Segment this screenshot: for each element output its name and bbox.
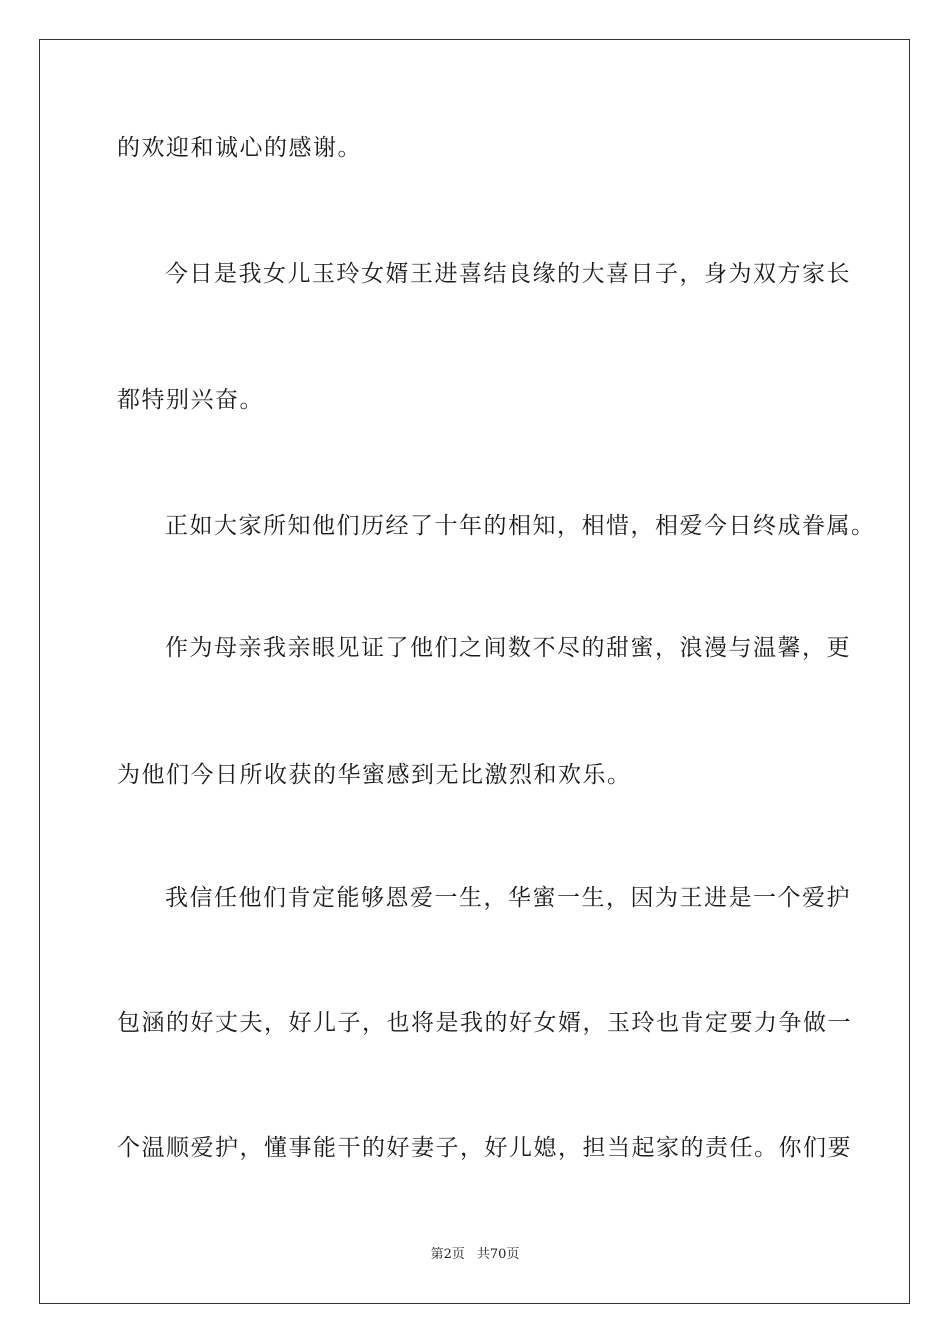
text-line: 包涵的好丈夫，好儿子，也将是我的好女婿，玉玲也肯定要力争做一 [117,1010,852,1036]
text-line: 都特别兴奋。 [117,387,264,413]
text-line: 为他们今日所收获的华蜜感到无比激烈和欢乐。 [117,762,632,788]
text-line: 的欢迎和诚心的感谢。 [117,135,362,161]
text-line: 正如大家所知他们历经了十年的相知，相惜，相爱今日终成眷属。 [165,513,876,539]
page-footer [0,1246,950,1264]
current-page-number: 第2页 [430,1247,465,1262]
text-line: 作为母亲我亲眼见证了他们之间数不尽的甜蜜，浪漫与温馨，更 [165,635,851,661]
total-page-count: 共70页 [476,1247,520,1262]
text-line: 个温顺爱护，懂事能干的好妻子，好儿媳，担当起家的责任。你们要 [117,1135,852,1161]
text-line: 今日是我女儿玉玲女婿王进喜结良缘的大喜日子，身为双方家长 [165,261,851,287]
text-line: 我信任他们肯定能够恩爱一生，华蜜一生，因为王进是一个爱护 [165,885,851,911]
page-border [39,39,910,1304]
